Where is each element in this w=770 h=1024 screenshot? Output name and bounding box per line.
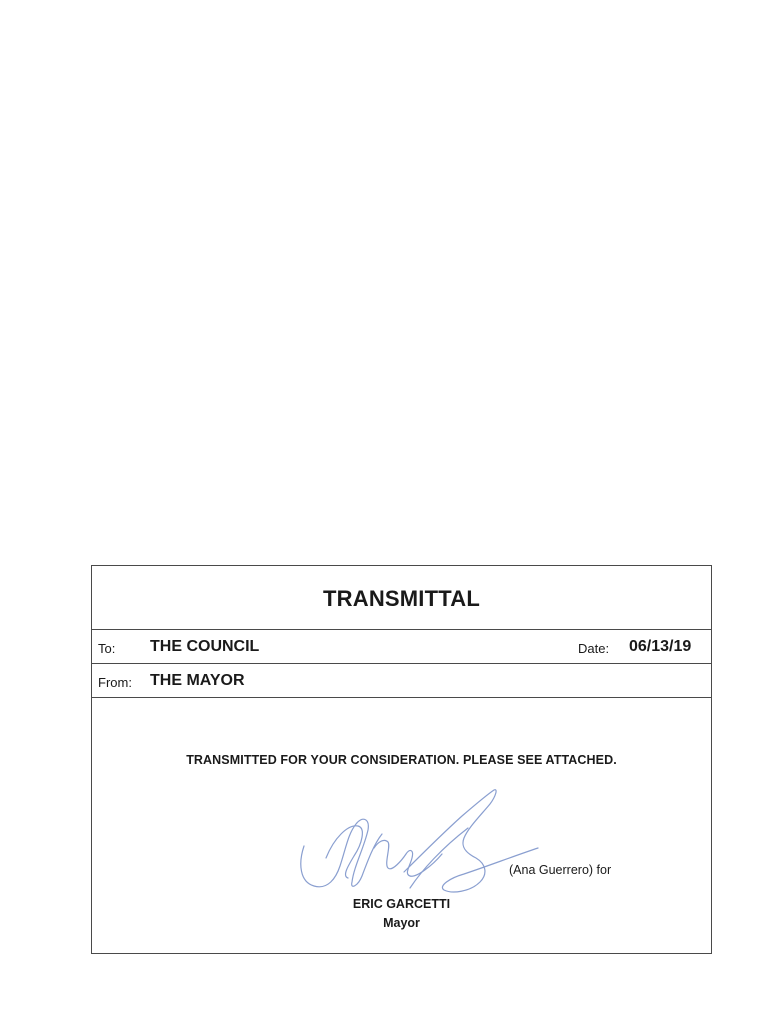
- to-label: To:: [98, 641, 116, 656]
- signer-name: ERIC GARCETTI: [352, 897, 451, 911]
- from-label: From:: [98, 675, 132, 690]
- date-label: Date:: [578, 641, 610, 656]
- from-value: THE MAYOR: [150, 672, 245, 689]
- form-title: TRANSMITTAL: [323, 585, 480, 611]
- transmittal-form: [91, 565, 712, 954]
- signed-for-text: (Ana Guerrero) for: [509, 863, 612, 877]
- transmittal-message: TRANSMITTED FOR YOUR CONSIDERATION. PLEASE SEE ATTACHED.: [186, 753, 617, 767]
- to-value: THE COUNCIL: [150, 638, 260, 655]
- from-row: [92, 664, 711, 698]
- date-value: 06/13/19: [629, 638, 692, 655]
- title-row: [92, 566, 711, 630]
- to-row: [92, 630, 711, 664]
- message-area: [92, 698, 711, 953]
- signer-title: Mayor: [383, 916, 420, 930]
- handwritten-signature: [292, 786, 542, 898]
